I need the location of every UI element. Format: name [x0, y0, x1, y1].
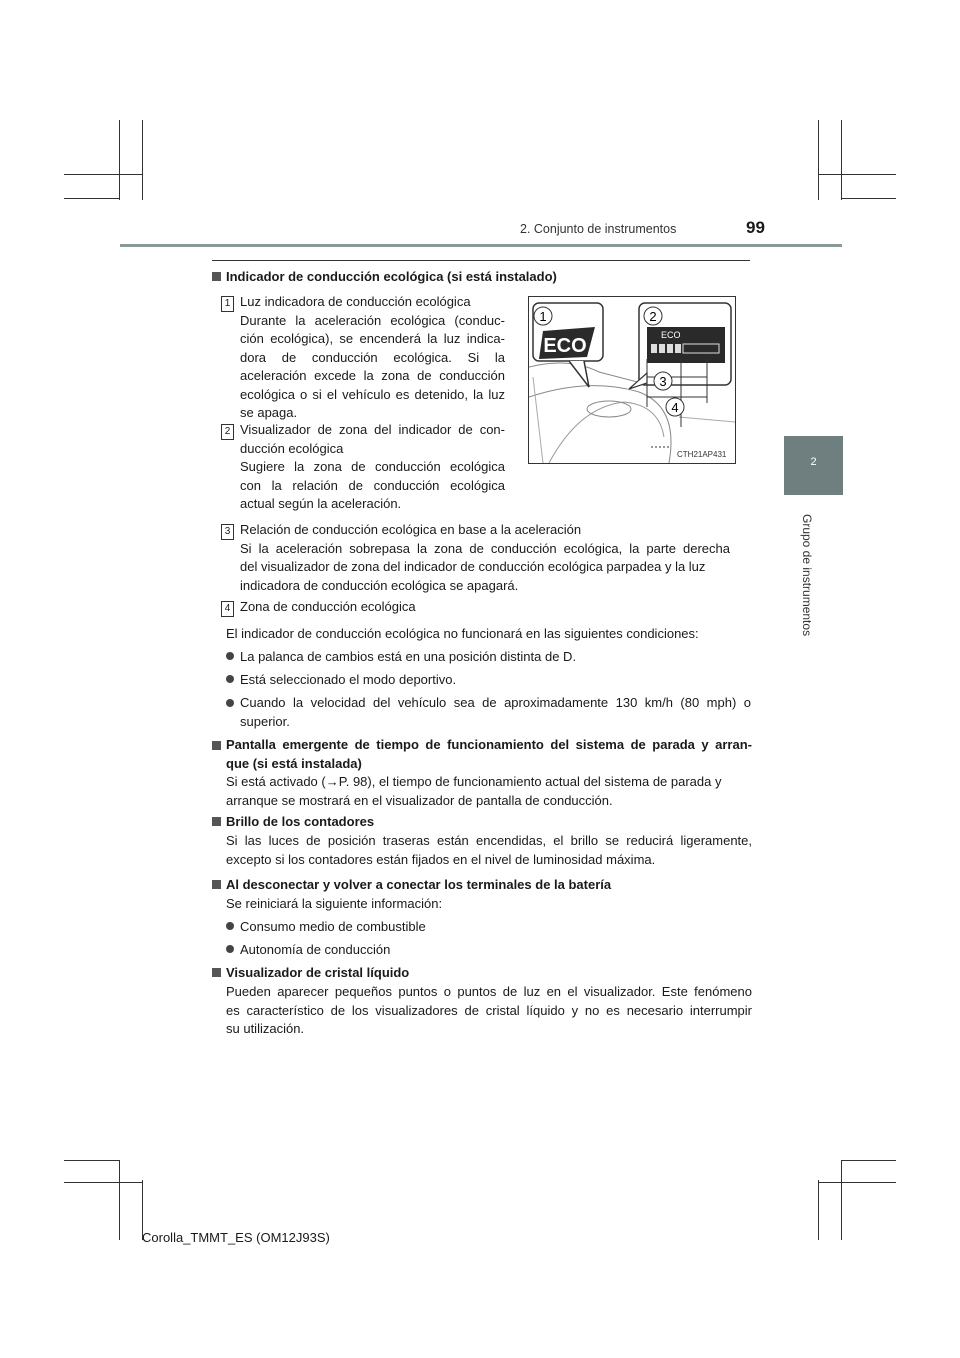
- callout-number: 3: [221, 524, 234, 540]
- square-bullet-icon: [212, 272, 221, 281]
- footer-text: Corolla_TMMT_ES (OM12J93S): [142, 1230, 330, 1245]
- crop-mark: [841, 1160, 842, 1240]
- bullet-icon: [226, 675, 234, 683]
- section-rule: [212, 260, 750, 261]
- popup-heading: Pantalla emergente de tiempo de funcionamiento del sistema de parada y arran- que (si está instalada): [212, 736, 752, 773]
- square-bullet-icon: [212, 968, 221, 977]
- battery-heading: Al desconectar y volver a conectar los terminales de la batería: [212, 876, 611, 895]
- crop-mark: [64, 1182, 142, 1183]
- figure-code: CTH21AP431: [677, 450, 727, 459]
- square-bullet-icon: [212, 741, 221, 750]
- callout-3: 3: [659, 374, 667, 389]
- condition-item: Está seleccionado el modo deportivo.: [226, 671, 456, 690]
- battery-item: Consumo medio de combustible: [226, 918, 426, 937]
- lcd-body: Pueden aparecer pequeños puntos o puntos de luz en el visualizador. Este fenómeno es característico de los visualizadores de cristal líquido y no es necesario interrumpir su utilización.: [226, 984, 752, 1036]
- page-reference-link[interactable]: P. 98), el tiempo de funcionamiento actual del sistema de parada y: [338, 774, 722, 789]
- page-number: 99: [746, 218, 765, 237]
- section-title: 2. Conjunto de instrumentos: [520, 222, 677, 236]
- crop-mark: [818, 1182, 896, 1183]
- brightness-heading: Brillo de los contadores: [212, 813, 374, 832]
- crop-mark: [818, 1180, 819, 1240]
- item-2: Visualizador de zona del indicador de con- ducción ecológica Sugiere la zona de conducción ecológica con la relación de conducción ecológica actual según la aceleración.: [240, 422, 505, 511]
- callout-4: 4: [671, 400, 679, 415]
- eco-light-label: ECO: [543, 335, 587, 357]
- item-1: Luz indicadora de conducción ecológica Durante la aceleración ecológica (conduc- ción ecológica), se encenderá la luz indica- dora de conducción ecológica. Si la aceleración excede la zona de conducción ecológica o si el vehículo es detenido, la luz se apaga.: [240, 294, 505, 420]
- crop-mark: [818, 120, 819, 200]
- item-3: Relación de conducción ecológica en base a la aceleración Si la aceleración sobrepasa la zona de conducción ecológica, la parte derecha del visualizador de zona del indicador de conducción ecológica parpadea y la luz indicadora de conducción ecológica se apagará.: [240, 522, 730, 593]
- battery-intro: Se reiniciará la siguiente información:: [226, 896, 443, 911]
- conditions-intro: El indicador de conducción ecológica no funcionará en las siguientes condiciones:: [226, 626, 699, 641]
- item-4: Zona de conducción ecológica: [240, 599, 416, 614]
- crop-mark: [64, 1160, 120, 1161]
- condition-item: La palanca de cambios está en una posición distinta de D.: [226, 648, 576, 667]
- instrument-cluster-illustration: [529, 297, 735, 463]
- crop-mark: [841, 198, 896, 199]
- crop-mark: [119, 120, 120, 200]
- square-bullet-icon: [212, 817, 221, 826]
- chapter-number: 2: [810, 456, 817, 468]
- lcd-heading: Visualizador de cristal líquido: [212, 964, 409, 983]
- crop-mark: [841, 1160, 896, 1161]
- callout-1: 1: [539, 309, 547, 324]
- crop-mark: [841, 120, 842, 200]
- bullet-icon: [226, 945, 234, 953]
- callout-number: 4: [221, 601, 234, 617]
- crop-mark: [64, 198, 120, 199]
- eco-indicator-figure: [528, 296, 736, 464]
- crop-mark: [142, 120, 143, 200]
- arrow-icon: →: [325, 774, 339, 789]
- battery-item: Autonomía de conducción: [226, 941, 390, 960]
- callout-2: 2: [649, 309, 657, 324]
- popup-body: Si está activado (→P. 98), el tiempo de funcionamiento actual del sistema de parada y arranque se mostrará en el visualizador de pantalla de conducción.: [226, 774, 722, 808]
- eco-bar-label: ECO: [661, 330, 681, 340]
- crop-mark: [64, 174, 142, 175]
- bullet-icon: [226, 922, 234, 930]
- header-rule: [120, 244, 842, 247]
- brightness-body: Si las luces de posición traseras están encendidas, el brillo se reducirá ligeramente, excepto si los contadores están fijados en el nivel de luminosidad máxima.: [226, 833, 752, 867]
- crop-mark: [119, 1160, 120, 1240]
- crop-mark: [818, 174, 896, 175]
- bullet-icon: [226, 699, 234, 707]
- square-bullet-icon: [212, 880, 221, 889]
- condition-item: Cuando la velocidad del vehículo sea de aproximadamente 130 km/h (80 mph) o superior.: [226, 694, 751, 731]
- chapter-label: Grupo de instrumentos: [800, 514, 814, 637]
- callout-number: 1: [221, 296, 234, 312]
- bullet-icon: [226, 652, 234, 660]
- eco-heading: Indicador de conducción ecológica (si está instalado): [212, 268, 557, 287]
- callout-number: 2: [221, 424, 234, 440]
